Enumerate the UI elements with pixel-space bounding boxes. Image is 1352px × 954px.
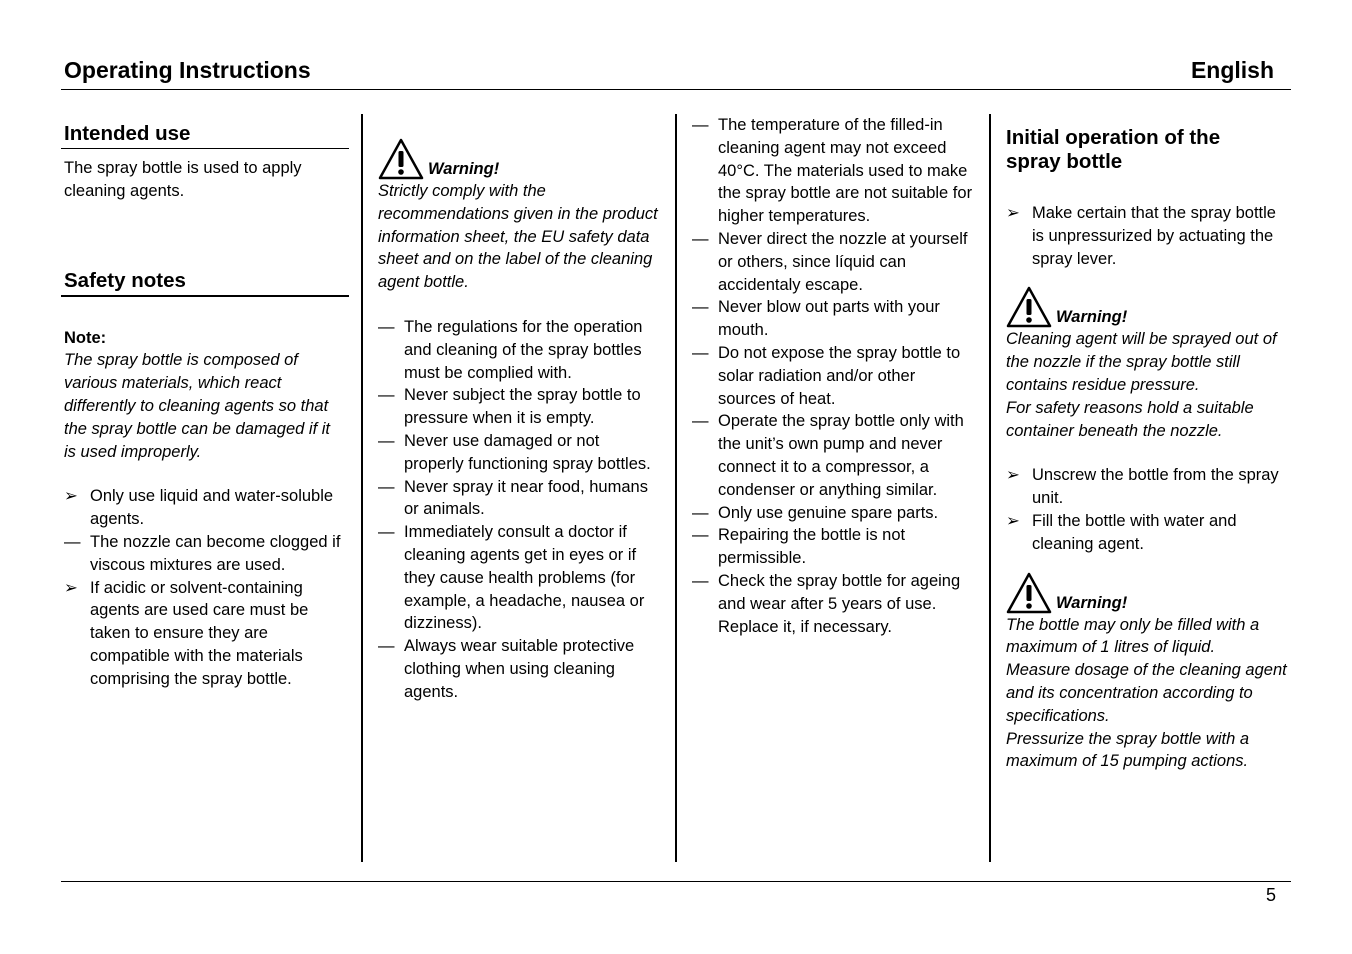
column-divider <box>675 114 677 862</box>
column-divider <box>989 114 991 862</box>
initial-steps-list <box>1006 202 1291 270</box>
intended-use-text: The spray bottle is used to apply cleaning agents. <box>64 159 302 200</box>
dash-marker: — <box>64 532 81 551</box>
bullet-arrow-icon: ➢ <box>1006 511 1020 530</box>
dash-marker: — <box>692 526 709 545</box>
list-item: ➢ Fill the bottle with water and cleaning agent. <box>1006 511 1237 553</box>
warning-triangle-icon <box>1006 572 1052 614</box>
header-rule <box>61 89 1291 90</box>
warning-header <box>1006 282 1291 328</box>
dash-marker: — <box>378 523 395 542</box>
note-label: Note: <box>64 328 107 347</box>
dash-marker: — <box>692 116 709 134</box>
warning-text: Cleaning agent will be sprayed out of the nozzle if the spray bottle still contains residue pressure. <box>1006 330 1277 394</box>
list-item: — Only use genuine spare parts. <box>692 502 977 525</box>
footer-rule <box>61 881 1291 882</box>
dash-marker: — <box>378 386 395 405</box>
warning-text: Measure dosage of the cleaning agent and its concentration according to specifications. <box>1006 661 1287 725</box>
page-title: Operating Instructions <box>64 57 311 83</box>
list-item: — Immediately consult a doctor if cleaning agents get in eyes or if they cause health problems (for example, a headache, nausea or dizziness). <box>378 523 645 633</box>
dash-marker: — <box>378 317 395 336</box>
regulations-list <box>378 316 663 704</box>
list-item: ➢ Unscrew the bottle from the spray unit. <box>1006 466 1279 508</box>
column-initial-operation <box>1006 126 1291 773</box>
warning-text: The bottle may only be filled with a maximum of 1 litres of liquid. <box>1006 615 1260 657</box>
bullet-arrow-icon: ➢ <box>1006 466 1020 485</box>
dash-marker: — <box>378 477 395 496</box>
dash-marker: — <box>692 503 709 522</box>
list-item: — Operate the spray bottle only with the unit’s own pump and never connect it to a compressor, a condenser or anything similar. <box>692 412 964 499</box>
bullet-arrow-icon: ➢ <box>1006 204 1020 222</box>
bullet-arrow-icon: ➢ <box>64 487 78 506</box>
column-warnings <box>378 134 663 704</box>
column-intended-use <box>64 122 349 691</box>
list-item: — Never use damaged or not properly functioning spray bottles. <box>378 431 651 473</box>
note-text: The spray bottle is composed of various materials, which react differently to cleaning agents so that the spray bottle can be damaged if it is used improperly. <box>64 351 330 461</box>
column-more-safety <box>692 114 977 638</box>
list-item: — Never subject the spray bottle to pressure when it is empty. <box>378 386 641 428</box>
dash-marker: — <box>378 431 395 450</box>
initial-operation-heading: Initial operation of the spray bottle <box>1006 126 1221 173</box>
dash-marker: — <box>692 229 709 248</box>
bullet-arrow-icon: ➢ <box>64 578 78 597</box>
list-item: — Never blow out parts with your mouth. <box>692 298 940 340</box>
warning-triangle-icon <box>1006 286 1052 328</box>
dash-marker: — <box>692 571 709 590</box>
safety-notes-heading: Safety notes <box>61 269 349 297</box>
warning-text: Strictly comply with the recommendations given in the product information sheet, the EU safety data sheet and on the label of the cleaning agent bottle. <box>378 182 658 292</box>
list-item: — Never direct the nozzle at yourself or others, since líquid can accidentaly escape. <box>692 229 968 294</box>
dash-marker: — <box>692 298 709 317</box>
list-item: — The nozzle can become clogged if viscous mixtures are used. <box>64 532 341 574</box>
list-item: — The regulations for the operation and cleaning of the spray bottles must be complied with. <box>378 317 643 382</box>
page-number: 5 <box>1265 885 1276 905</box>
warning-label: Warning! <box>428 160 500 178</box>
warning-header <box>1006 568 1291 614</box>
list-item: ➢ If acidic or solvent-containing agents are used care must be taken to ensure they are compatible with the materials comprising the spray bottle. <box>64 578 309 688</box>
column-divider <box>361 114 363 862</box>
warning-text: Pressurize the spray bottle with a maximum of 15 pumping actions. <box>1006 729 1250 771</box>
list-item: — The temperature of the filled-in cleaning agent may not exceed 40°C. The materials used to make the spray bottle are not suitable for higher temperatures. <box>692 116 973 226</box>
fill-steps-list <box>1006 464 1291 555</box>
language-label: English <box>1190 57 1274 83</box>
warning-label: Warning! <box>1056 308 1128 327</box>
dash-marker: — <box>692 343 709 362</box>
warning-header <box>378 134 663 180</box>
warning-triangle-icon <box>378 138 424 180</box>
list-item: — Never spray it near food, humans or animals. <box>378 477 648 519</box>
warning-label: Warning! <box>1056 593 1128 612</box>
dash-marker: — <box>692 412 709 431</box>
safety-list <box>64 485 349 690</box>
list-item: — Repairing the bottle is not permissible. <box>692 526 906 568</box>
warning-text: For safety reasons hold a suitable container beneath the nozzle. <box>1006 398 1254 440</box>
dash-marker: — <box>378 637 395 656</box>
more-safety-list <box>692 114 977 638</box>
list-item: — Check the spray bottle for ageing and wear after 5 years of use. Replace it, if necessary. <box>692 571 961 636</box>
list-item: ➢ Only use liquid and water-soluble agents. <box>64 487 334 529</box>
list-item: — Always wear suitable protective clothing when using cleaning agents. <box>378 637 635 701</box>
intended-use-heading: Intended use <box>61 122 349 149</box>
list-item: ➢ Make certain that the spray bottle is unpressurized by actuating the spray lever. <box>1006 204 1276 268</box>
list-item: — Do not expose the spray bottle to solar radiation and/or other sources of heat. <box>692 343 961 408</box>
